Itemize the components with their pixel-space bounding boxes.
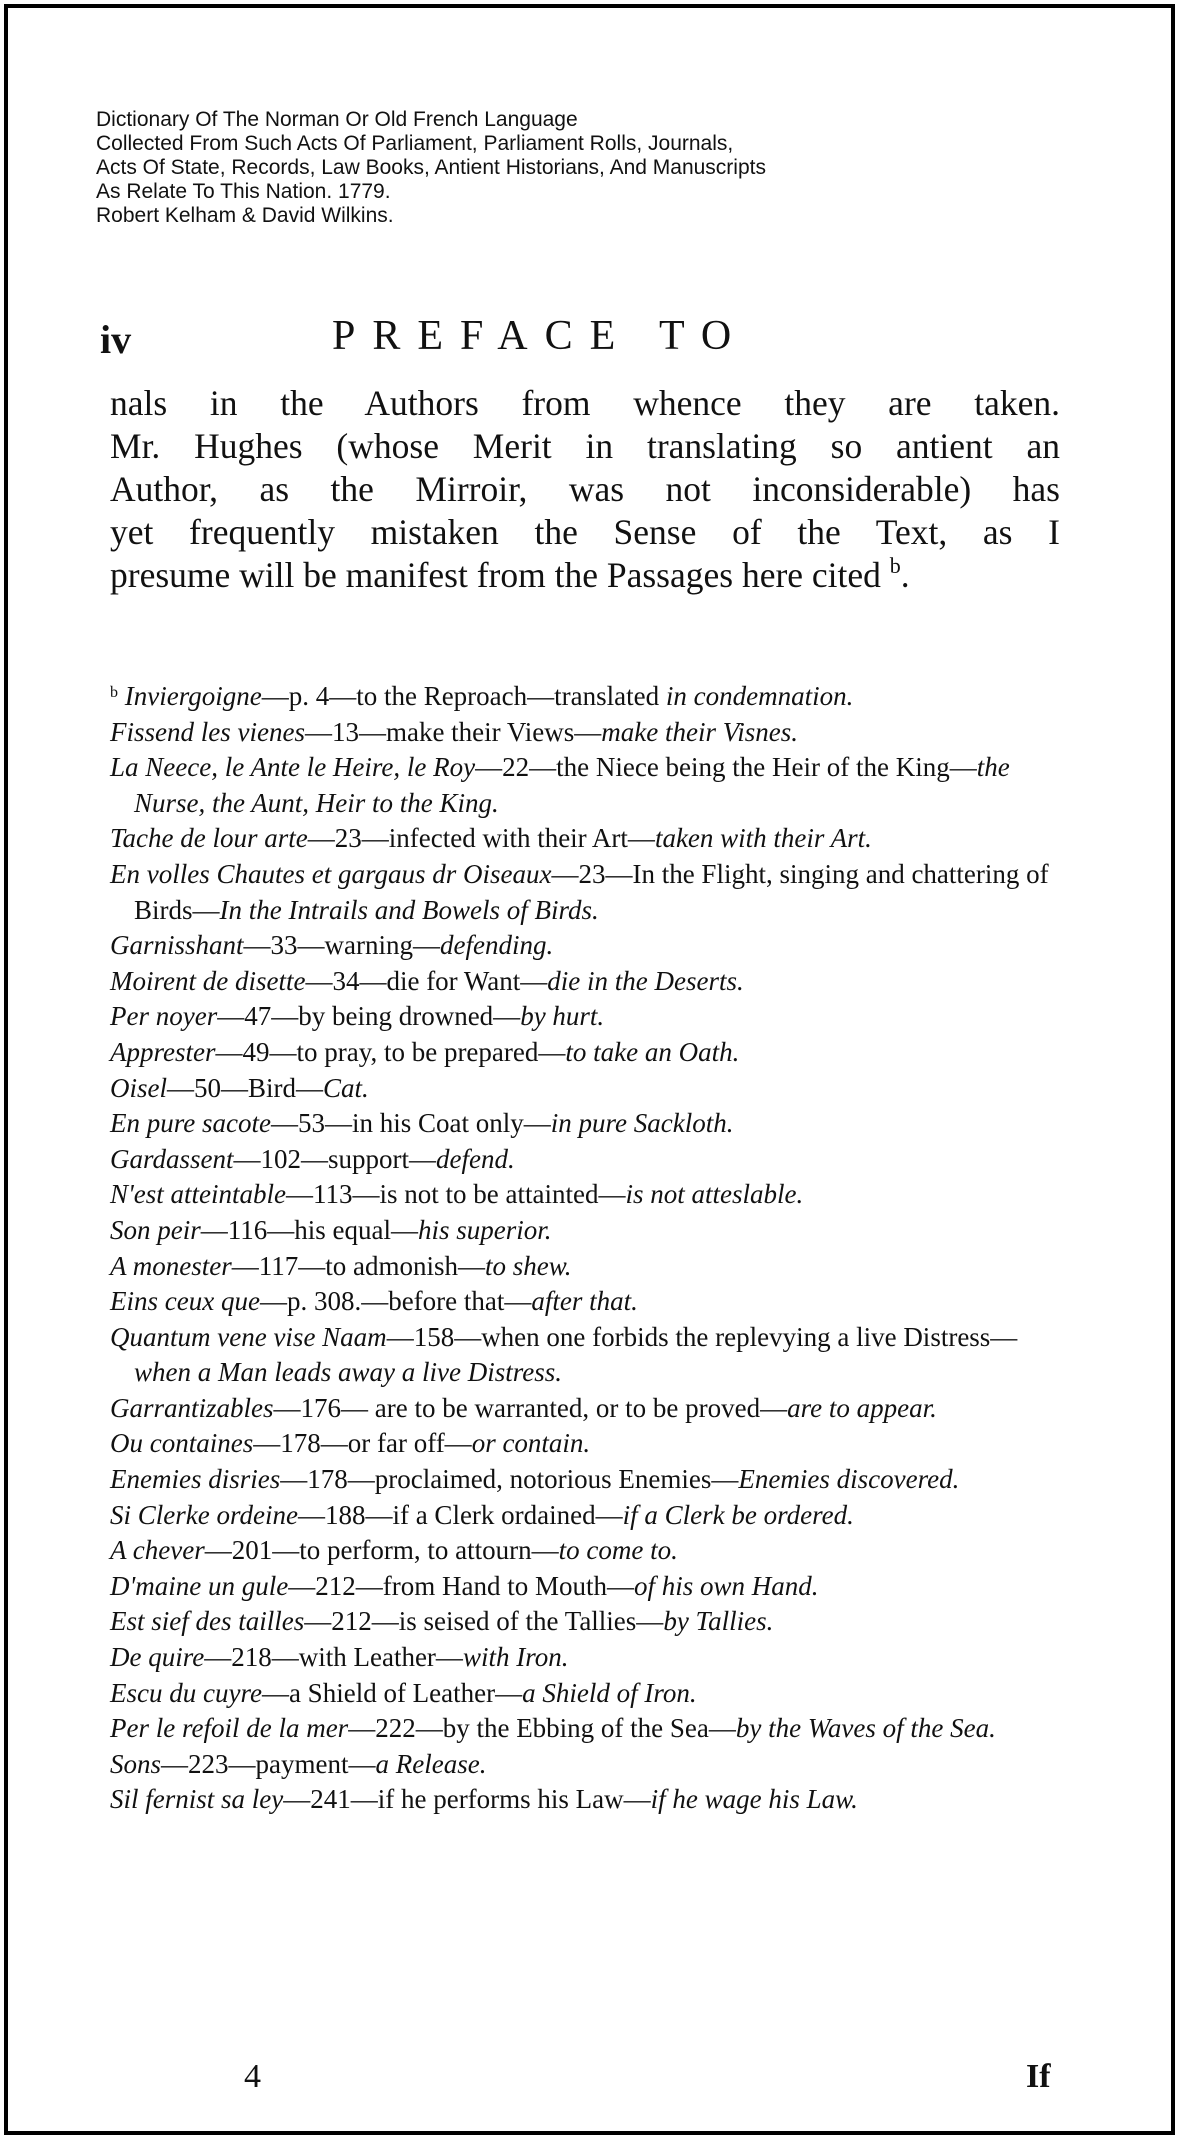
footnote-translation: Enemies discovered.	[738, 1464, 960, 1495]
footnote-term: Garrantizables	[110, 1392, 274, 1423]
footnote-ref: —49—	[215, 1036, 297, 1067]
paragraph-line-text: presume will be manifest from the Passages here cited	[110, 555, 881, 595]
footnote-term: Eins ceux que	[110, 1286, 260, 1317]
footnote-term: Sons	[110, 1748, 162, 1779]
footnote-ref: —201—	[204, 1535, 300, 1566]
footnote-ref: —241—	[283, 1784, 378, 1815]
footnote-ref: —218—	[204, 1642, 299, 1673]
footnote-meaning: if a Clerk ordained—	[392, 1499, 623, 1530]
footnote-translation: defending.	[440, 930, 554, 961]
footnote-translation: a Release.	[375, 1748, 487, 1779]
footnote-meaning: to the Reproach—translated	[356, 681, 666, 711]
body-paragraph	[110, 382, 1060, 597]
footnote-translation: in pure Sackloth.	[550, 1108, 734, 1139]
footnote-translation: defend.	[436, 1143, 515, 1174]
page-number: iv	[100, 317, 132, 362]
footnote-term: Per noyer	[110, 1001, 218, 1032]
footnote-entry	[110, 679, 1060, 715]
footnote-ref: —212—	[304, 1606, 399, 1637]
folio-number: 4	[244, 2058, 261, 2095]
footnote-term: Apprester	[110, 1036, 216, 1067]
footnote-entry	[110, 1498, 1060, 1534]
footnote-term: Moirent de disette	[110, 965, 306, 996]
footnote-meaning: proclaimed, notorious Enemies—	[374, 1464, 739, 1495]
footnote-translation: by Tallies.	[663, 1606, 774, 1637]
footnote-entry	[110, 1035, 1060, 1071]
footnote-meaning: if he performs his Law—	[377, 1784, 651, 1815]
caption-line: As Relate To This Nation. 1779.	[96, 180, 391, 203]
footnote-translation: Cat.	[323, 1072, 369, 1103]
footnote-term: A monester	[110, 1250, 232, 1281]
footnote-meaning: In the Flight, singing and chattering of Birds—	[134, 858, 1049, 925]
footnote-meaning: by the Ebbing of the Sea—	[442, 1713, 736, 1744]
footnote-translation: after that.	[531, 1286, 638, 1317]
footnote-translation: to shew.	[485, 1250, 572, 1281]
footnote-entry	[110, 1142, 1060, 1178]
footnote-ref: —116—	[200, 1214, 295, 1245]
footnote-meaning: infected with their Art—	[388, 823, 655, 854]
footnote-entry	[110, 1462, 1060, 1498]
footnote-term: Oisel	[110, 1072, 167, 1103]
footnote-entry	[110, 1249, 1060, 1285]
footnote-entry	[110, 1177, 1060, 1213]
catchword: If	[1026, 2058, 1051, 2095]
footnote-term: Tache de lour arte	[110, 823, 308, 854]
footnote-ref: —23—	[307, 823, 389, 854]
footnote-term: Ou containes	[110, 1428, 254, 1459]
footnote-translation: or contain.	[471, 1428, 591, 1459]
footnote-meaning: warning—	[324, 930, 441, 961]
footnote-ref: —p. 4—	[261, 681, 357, 711]
footnote-meaning: with Leather—	[298, 1642, 463, 1673]
footnote-term: La Neece, le Ante le Heire, le Roy	[110, 752, 476, 783]
footnote-ref: —176—	[273, 1392, 369, 1423]
paragraph-line: Author, as the Mirroir, was not inconsiderable) has	[110, 469, 1060, 509]
footnote-term: Gardassent	[110, 1143, 234, 1174]
footnote-meaning: is seised of the Tallies—	[398, 1606, 664, 1637]
footnote-ref: —222—	[348, 1713, 443, 1744]
footnote-meaning: from Hand to Mouth—	[382, 1570, 634, 1601]
footnote-meaning: a Shield of Leather—	[288, 1677, 523, 1708]
footnote-ref: —113—	[286, 1179, 380, 1210]
footnote-translation: to take an Oath.	[565, 1036, 740, 1067]
footnote-meaning: when one forbids the replevying a live Distress—	[481, 1321, 1018, 1352]
footnote-entry	[110, 964, 1060, 1000]
page-footer	[0, 2058, 1179, 2108]
paragraph-line: Mr. Hughes (whose Merit in translating so antient an	[110, 426, 1060, 466]
footnote-translation: to come to.	[558, 1535, 678, 1566]
footnote-ref: —178—	[280, 1464, 375, 1495]
footnote-entry	[110, 750, 1060, 821]
footnote-entry	[110, 1676, 1060, 1712]
footnote-marker: b	[110, 684, 118, 701]
footnote-term: Enemies disries	[110, 1464, 281, 1495]
footnote-meaning: to perform, to attourn—	[299, 1535, 559, 1566]
footnote-ref: —33—	[243, 930, 325, 961]
footnote-entry	[110, 821, 1060, 857]
footnote-translation: is not atteslable.	[625, 1179, 804, 1210]
footnote-ref: —23—	[551, 858, 633, 889]
caption-line: Dictionary Of The Norman Or Old French Language	[96, 108, 578, 131]
footnote-meaning: die for Want—	[386, 965, 548, 996]
footnote-translation: are to appear.	[787, 1392, 937, 1423]
footnote-entry	[110, 1640, 1060, 1676]
footnote-term: D'maine un gule	[110, 1570, 289, 1601]
page-title: PREFACE TO	[332, 313, 749, 359]
footnote-meaning: payment—	[255, 1748, 376, 1779]
footnote-term: Si Clerke ordeine	[110, 1499, 298, 1530]
footnote-term: Fissend les vienes	[110, 716, 305, 747]
footnote-entry	[110, 1711, 1060, 1747]
footnote-ref: —102—	[233, 1143, 329, 1174]
footnote-meaning: by being drowned—	[298, 1001, 521, 1032]
footnote-reference: b	[889, 553, 901, 578]
paragraph-line: yet frequently mistaken the Sense of the Text, as I	[110, 512, 1060, 552]
footnote-entry	[110, 1320, 1060, 1391]
footnote-translation: a Shield of Iron.	[522, 1677, 697, 1708]
footnote-term: Son peir	[110, 1214, 201, 1245]
footnote-entry	[110, 1747, 1060, 1783]
footnote-ref: —178—	[253, 1428, 348, 1459]
footnote-entry	[110, 1213, 1060, 1249]
footnote-ref: —13—	[304, 716, 386, 747]
footnote-entry	[110, 1569, 1060, 1605]
footnote-term: A chever	[110, 1535, 205, 1566]
footnote-translation: in condemnation.	[665, 681, 854, 711]
footnote-term: Sil fernist sa ley	[110, 1784, 284, 1815]
footnote-entry	[110, 1782, 1060, 1818]
caption-line: Robert Kelham & David Wilkins.	[96, 204, 394, 227]
footnote-term: En pure sacote	[110, 1108, 271, 1139]
footnote-meaning: the Niece being the Heir of the King—	[556, 752, 977, 783]
footnote-entry	[110, 857, 1060, 928]
footnote-entry	[110, 1071, 1060, 1107]
footnote-meaning: make their Views—	[385, 716, 602, 747]
footnote-translation: with Iron.	[462, 1642, 569, 1673]
footnote-entry	[110, 928, 1060, 964]
footnote-meaning: is not to be attainted—	[379, 1179, 626, 1210]
footnote-ref: —223—	[161, 1748, 256, 1779]
footnote-meaning: to admonish—	[325, 1250, 485, 1281]
footnote-term: En volles Chautes et gargaus dr Oiseaux	[110, 858, 552, 889]
footnote-term: Garnisshant	[110, 930, 244, 961]
footnote-entry	[110, 1106, 1060, 1142]
caption-line: Acts Of State, Records, Law Books, Antient Historians, And Manuscripts	[96, 156, 766, 179]
footnote-translation: by hurt.	[520, 1001, 605, 1032]
footnote-meaning: his equal—	[294, 1214, 418, 1245]
footnote-term: Per le refoil de la mer	[110, 1713, 349, 1744]
footnote-entry	[110, 715, 1060, 751]
footnote-translation: In the Intrails and Bowels of Birds.	[219, 894, 599, 925]
footnote-translation: make their Visnes.	[601, 716, 798, 747]
footnote-ref: —	[261, 1677, 289, 1708]
footnote-entry	[110, 1426, 1060, 1462]
footnote-term: Escu du cuyre	[110, 1677, 262, 1708]
footnote-translation: when a Man leads away a live Distress.	[134, 1357, 562, 1388]
footnote-meaning: or far off—	[347, 1428, 472, 1459]
caption-line: Collected From Such Acts Of Parliament, Parliament Rolls, Journals,	[96, 132, 734, 155]
footnote-term: Est sief des tailles	[110, 1606, 305, 1637]
footnote-translation: of his own Hand.	[633, 1570, 819, 1601]
footnote-term: Inviergoigne	[124, 681, 262, 711]
footnote-term: Quantum vene vise Naam	[110, 1321, 387, 1352]
footnote-translation: the Nurse, the Aunt, Heir to the King.	[134, 752, 1010, 818]
footnote-ref: —53—	[270, 1108, 352, 1139]
footnote-entry	[110, 1604, 1060, 1640]
footnote-entry	[110, 1391, 1060, 1427]
footnote-translation: die in the Deserts.	[547, 965, 744, 996]
footnote-ref: —34—	[305, 965, 387, 996]
footnote-translation: if a Clerk be ordered.	[622, 1499, 854, 1530]
footnote-ref: —p. 308.—	[259, 1286, 389, 1317]
footnote-translation: taken with their Art.	[654, 823, 872, 854]
paragraph-line: nals in the Authors from whence they are taken.	[110, 383, 1060, 423]
paragraph-last-line	[110, 554, 1060, 597]
footnote-ref: —158—	[386, 1321, 482, 1352]
footnote-ref: —117—	[231, 1250, 326, 1281]
footnote-entry	[110, 999, 1060, 1035]
footnote-term: N'est atteintable	[110, 1179, 287, 1210]
footnote-entry	[110, 1533, 1060, 1569]
footnote-meaning: support—	[328, 1143, 437, 1174]
footnote-translation: his superior.	[417, 1214, 552, 1245]
footnote-meaning: to pray, to be prepared—	[296, 1036, 566, 1067]
footnote-translation: if he wage his Law.	[650, 1784, 858, 1815]
footnote-ref: —188—	[297, 1499, 393, 1530]
footnote-ref: —50—	[167, 1072, 248, 1103]
footnote-entry	[110, 1284, 1060, 1320]
footnote-meaning: before that—	[388, 1286, 532, 1317]
footnote-ref: —22—	[475, 752, 557, 783]
footnote-meaning: in his Coat only—	[351, 1108, 551, 1139]
caption-block	[96, 108, 1096, 228]
footnotes-list	[110, 679, 1060, 1818]
running-header	[100, 312, 1080, 372]
footnote-meaning: are to be warranted, or to be proved—	[368, 1392, 788, 1423]
footnote-term: De quire	[110, 1642, 205, 1673]
footnote-ref: —47—	[217, 1001, 299, 1032]
footnote-ref: —212—	[288, 1570, 383, 1601]
paragraph-period: .	[900, 555, 910, 595]
footnote-meaning: Bird—	[248, 1072, 324, 1103]
footnote-translation: by the Waves of the Sea.	[735, 1713, 996, 1744]
